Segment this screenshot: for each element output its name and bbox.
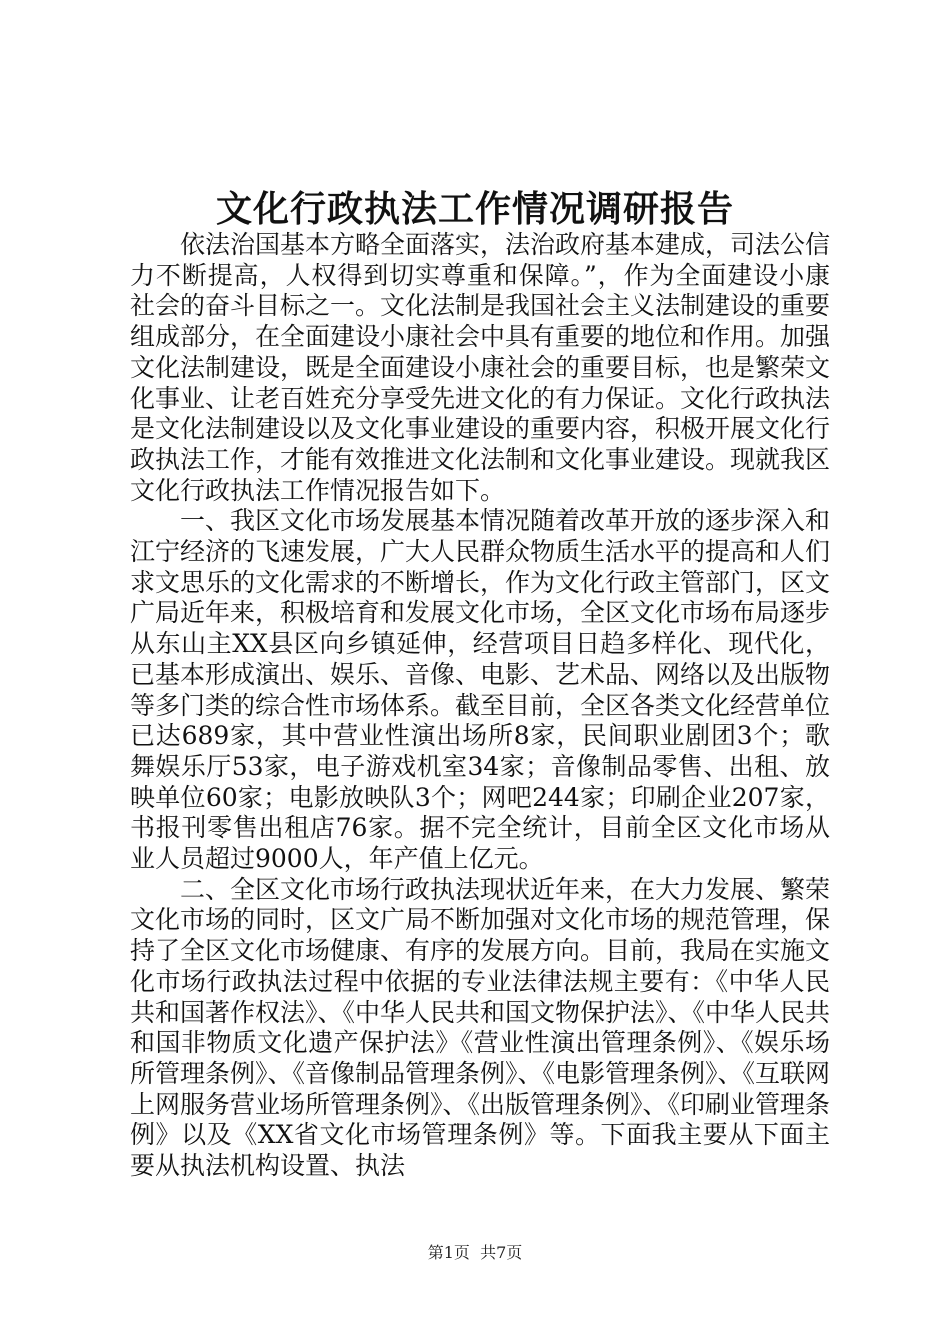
footer-separator [470, 1243, 480, 1262]
page-number: 第1页 [427, 1243, 470, 1262]
body-paragraph-section-2: 二、全区文化市场行政执法现状近年来，在大力发展、繁荣文化市场的同时，区文广局不断加强对文化市场的规范管理，保持了全区文化市场健康、有序的发展方向。目前，我局在实施文化市场行政执法过程中依据的专业法律法规主要有：《中华人民共和国著作权法》、《中华人民共和国文物保护法》、《中华人民共和国非物质文化遗产保护法》《营业性演出管理条例》、《娱乐场所管理条例》、《音像制品管理条例》、《电影管理条例》、《互联网上网服务营业场所管理条例》、《出版管理条例》、《印刷业管理条例》以及《XX省文化市场管理条例》等。下面我主要从下面主要从执法机构设置、执法 [130, 874, 831, 1181]
body-paragraph-section-1: 一、我区文化市场发展基本情况随着改革开放的逐步深入和江宁经济的飞速发展，广大人民群众物质生活水平的提高和人们求文思乐的文化需求的不断增长，作为文化行政主管部门，区文广局近年来，积极培育和发展文化市场，全区文化市场布局逐步从东山主XX县区向乡镇延伸，经营项目日趋多样化、现代化，已基本形成演出、娱乐、音像、电影、艺术品、网络以及出版物等多门类的综合性市场体系。截至目前，全区各类文化经营单位已达689家，其中营业性演出场所8家，民间职业剧团3个；歌舞娱乐厅53家，电子游戏机室34家；音像制品零售、出租、放映单位60家；电影放映队3个；网吧244家；印刷企业207家，书报刊零售出租店76家。据不完全统计，目前全区文化市场从业人员超过9000人，年产值上亿元。 [130, 506, 831, 874]
document-body [130, 230, 830, 1182]
page-footer [0, 1242, 950, 1264]
page-total: 共7页 [480, 1243, 523, 1262]
body-paragraph-intro: 依法治国基本方略全面落实，法治政府基本建成，司法公信力不断提高，人权得到切实尊重和保障。”，作为全面建设小康社会的奋斗目标之一。文化法制是我国社会主义法制建设的重要组成部分，在全面建设小康社会中具有重要的地位和作用。加强文化法制建设，既是全面建设小康社会的重要目标，也是繁荣文化事业、让老百姓充分享受先进文化的有力保证。文化行政执法是文化法制建设以及文化事业建设的重要内容，积极开展文化行政执法工作，才能有效推进文化法制和文化事业建设。现就我区文化行政执法工作情况报告如下。 [130, 230, 831, 505]
document-title: 文化行政执法工作情况调研报告 [215, 188, 734, 230]
